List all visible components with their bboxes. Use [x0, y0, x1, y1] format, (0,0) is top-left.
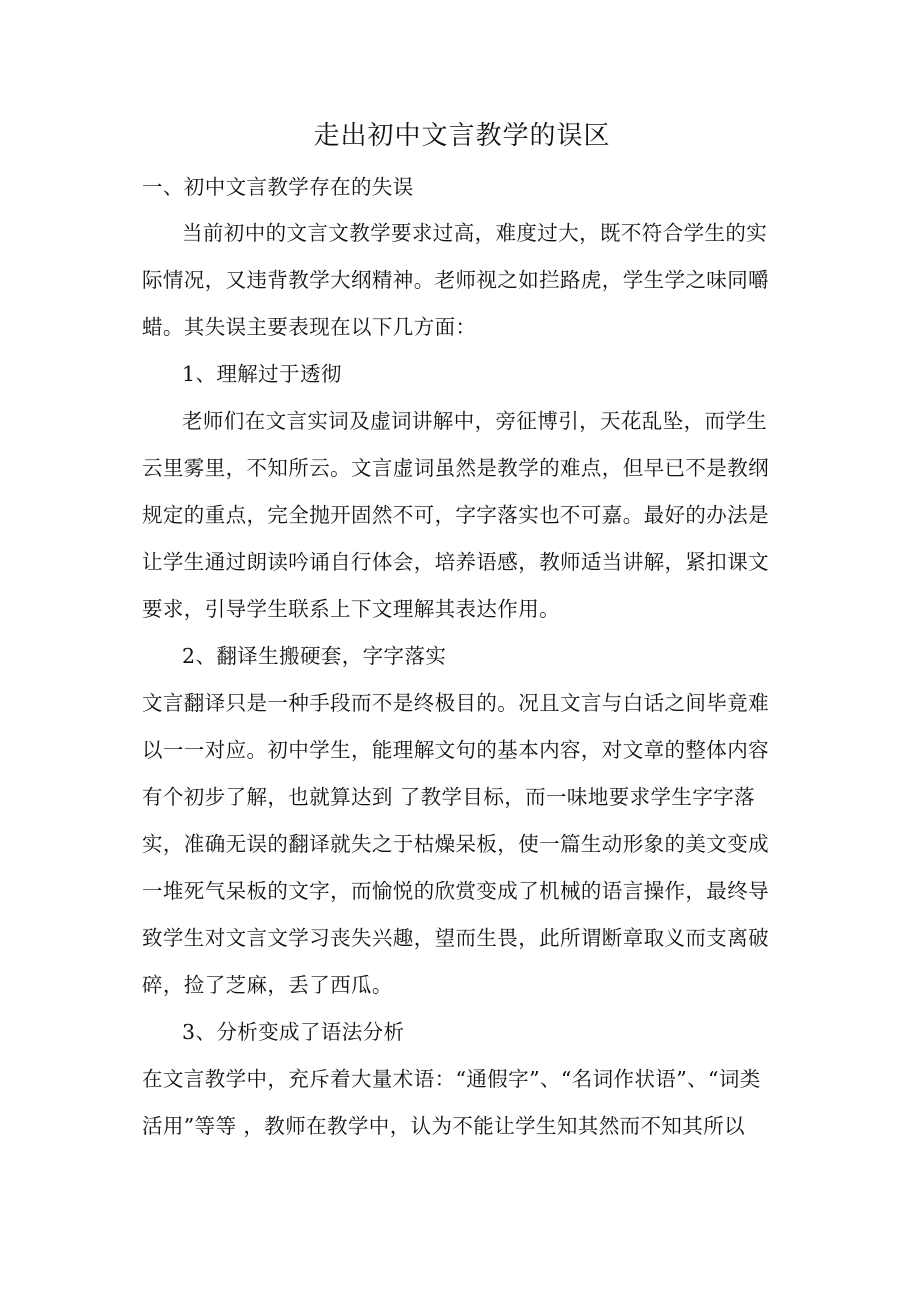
point3-heading: 3、分析变成了语法分析: [182, 1020, 405, 1044]
paragraph-line: 致学生对文言文学习丧失兴趣，望而生畏，此所谓断章取义而支离破: [142, 926, 769, 950]
point1-heading: 1、理解过于透彻: [182, 362, 342, 386]
paragraph-line: 一堆死气呆板的文字，而愉悦的欣赏变成了机械的语言操作，最终导: [142, 879, 769, 903]
paragraph-line: 规定的重点，完全抛开固然不可，字字落实也不可嘉。最好的办法是: [142, 503, 769, 527]
paragraph-line: 际情况，又违背教学大纲精神。老师视之如拦路虎，学生学之味同嚼: [142, 268, 769, 292]
paragraph-line: 云里雾里，不知所云。文言虚词虽然是教学的难点，但早已不是教纲: [142, 456, 769, 480]
paragraph-line: 实，准确无误的翻译就失之于枯燥呆板，使一篇生动形象的美文变成: [142, 832, 769, 856]
paragraph-line: 文言翻译只是一种手段而不是终极目的。况且文言与白话之间毕竟难: [142, 691, 769, 715]
paragraph-line: 蜡。其失误主要表现在以下几方面：: [142, 315, 477, 339]
paragraph-line: 活用”等等 ，教师在教学中，认为不能让学生知其然而不知其所以: [142, 1114, 745, 1138]
paragraph-line: 当前初中的文言文教学要求过高，难度过大，既不符合学生的实: [182, 221, 768, 245]
paragraph-line: 要求，引导学生联系上下文理解其表达作用。: [142, 597, 560, 621]
paragraph-line: 有个初步了解，也就算达到 了教学目标，而一味地要求学生字字落: [142, 785, 756, 809]
paragraph-line: 让学生通过朗读吟诵自行体会，培养语感，教师适当讲解，紧扣课文: [142, 550, 769, 574]
document-title: 走出初中文言教学的误区: [313, 121, 611, 151]
section-heading: 一、初中文言教学存在的失误: [142, 175, 414, 199]
paragraph-line: 老师们在文言实词及虚词讲解中，旁征博引，天花乱坠，而学生: [182, 409, 768, 433]
paragraph-line: 以一一对应。初中学生，能理解文句的基本内容，对文章的整体内容: [142, 738, 769, 762]
paragraph-line: 碎，捡了芝麻，丢了西瓜。: [142, 973, 393, 997]
paragraph-line: 在文言教学中，充斥着大量术语：“通假字”、“名词作状语”、“词类: [142, 1067, 761, 1091]
point2-heading: 2、翻译生搬硬套，字字落实: [182, 644, 447, 668]
